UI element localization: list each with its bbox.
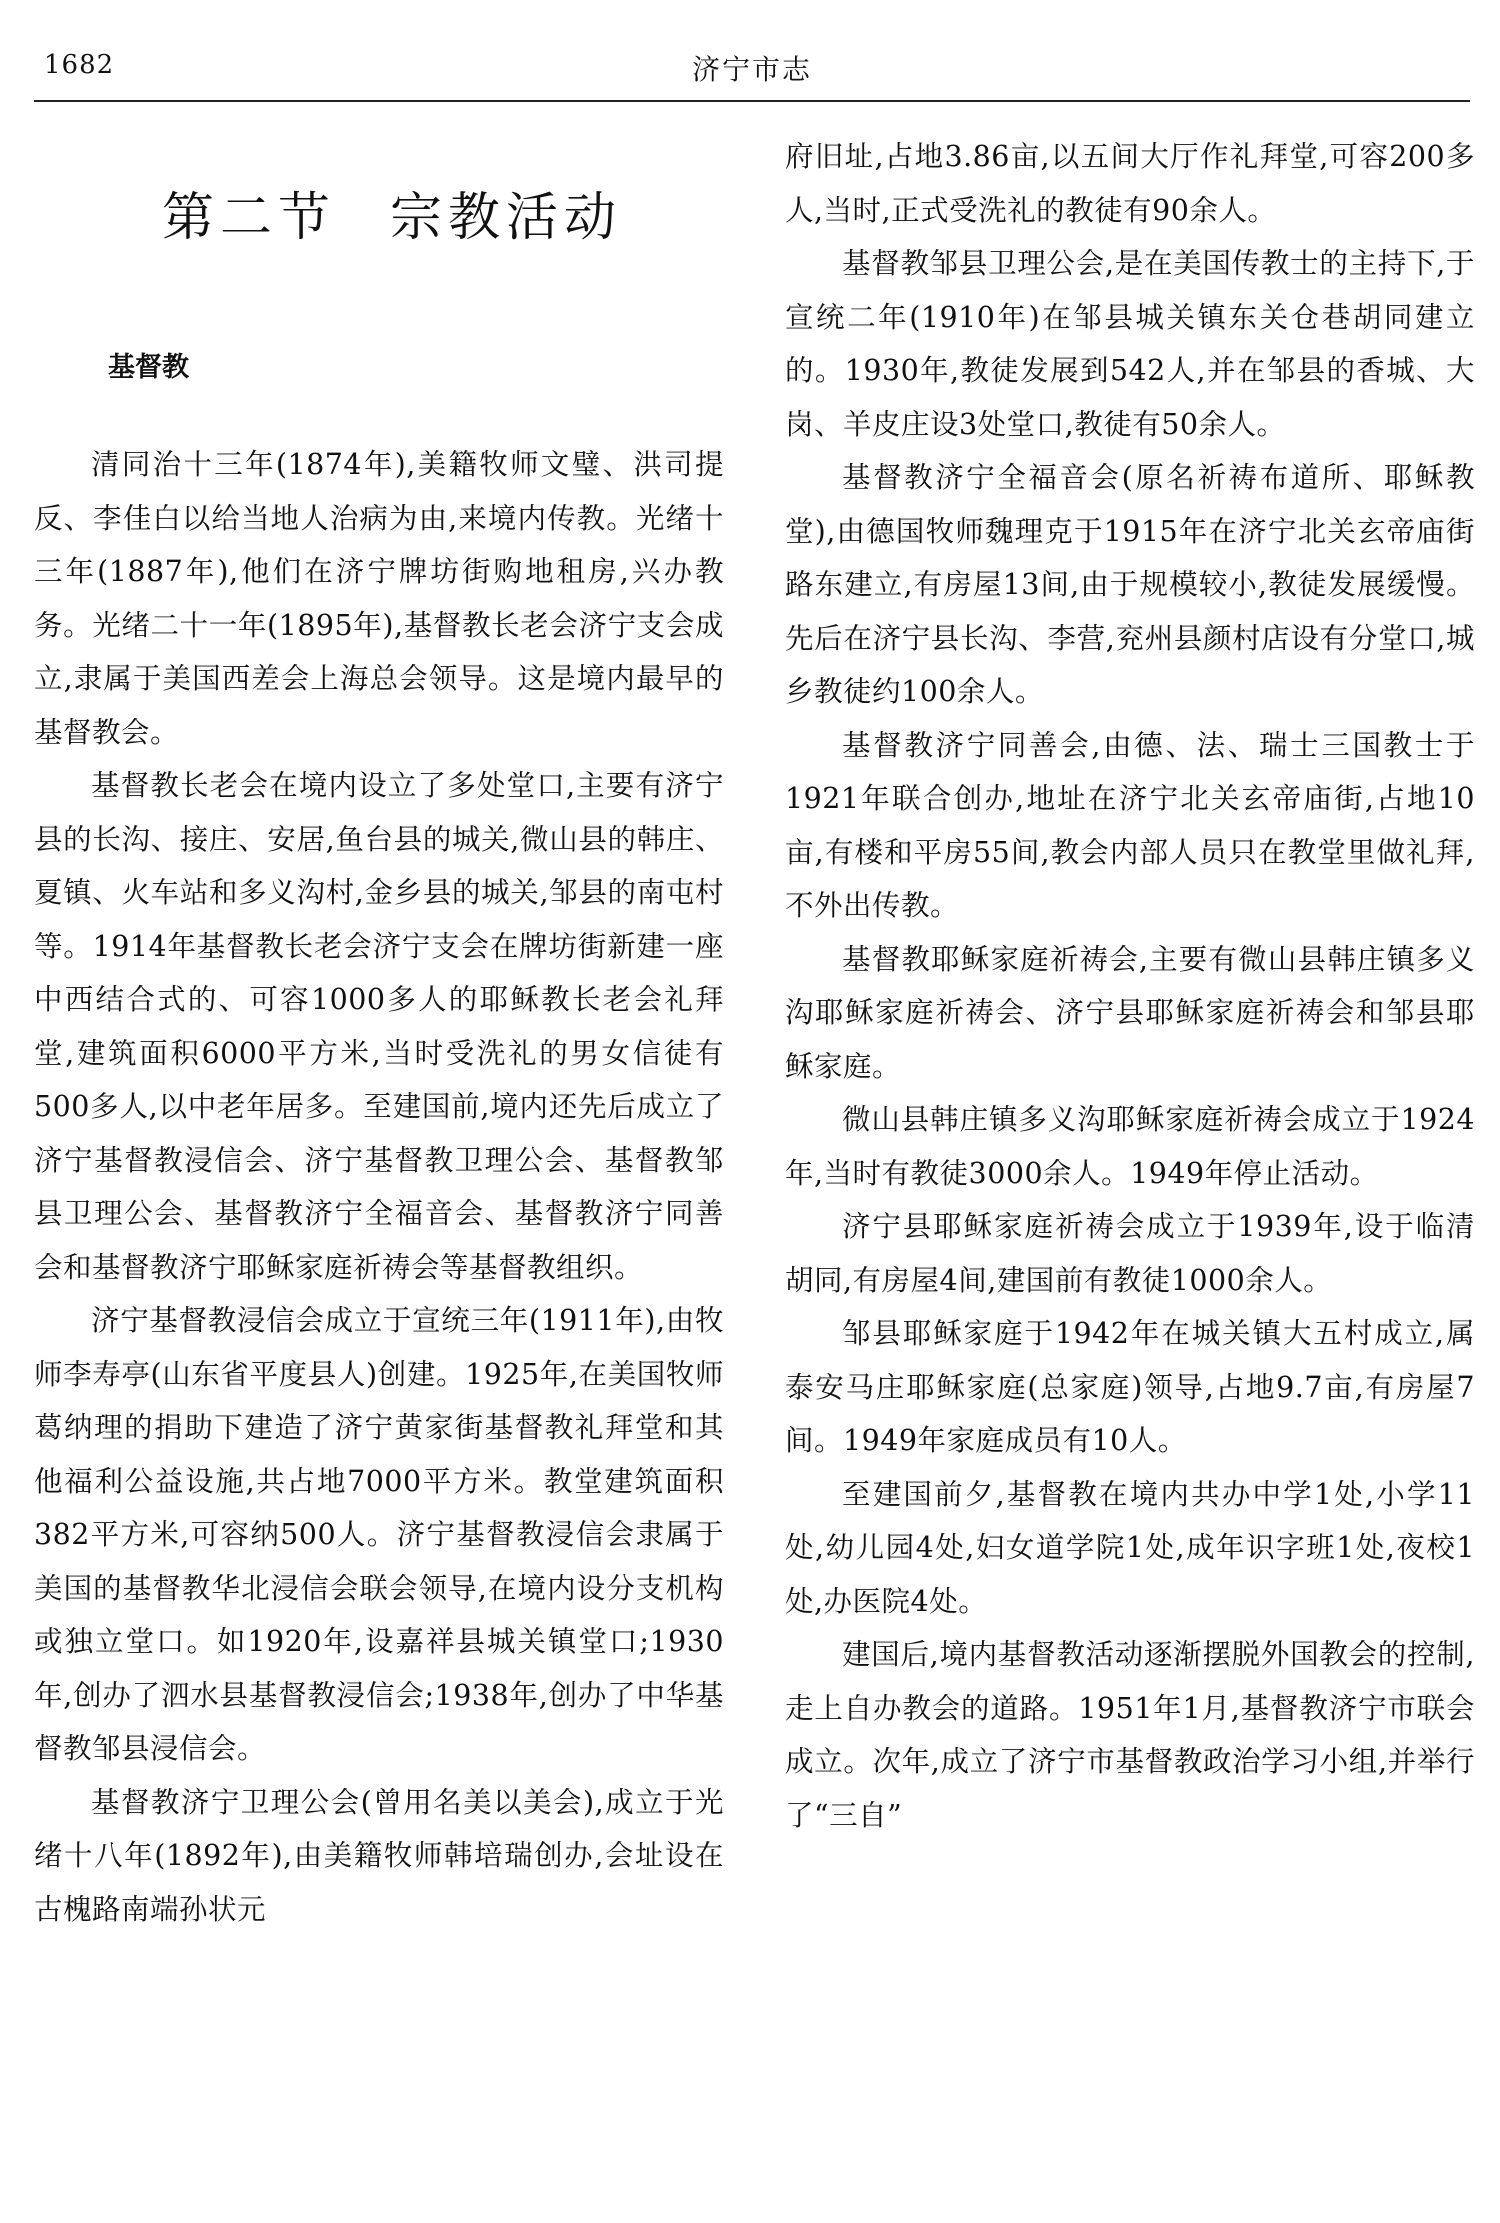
paragraph: 至建国前夕,基督教在境内共办中学1处,小学11处,幼儿园4处,妇女道学院1处,成年识字班1处,夜校1处,办医院4处。 (785, 1477, 1475, 1618)
paragraph: 微山县韩庄镇多义沟耶稣家庭祈祷会成立于1924年,当时有教徒3000余人。1949年停止活动。 (785, 1103, 1475, 1190)
paragraph: 基督教济宁全福音会(原名祈祷布道所、耶稣教堂),由德国牧师魏理克于1915年在济宁北关玄帝庙街路东建立,有房屋13间,由于规模较小,教徒发展缓慢。先后在济宁县长沟、李营,兖州县颜村店设有分堂口,城乡教徒约100余人。 (785, 461, 1475, 708)
page-header (34, 40, 1470, 102)
paragraph: 济宁基督教浸信会成立于宣统三年(1911年),由牧师李寿亭(山东省平度县人)创建。1925年,在美国牧师葛纳理的捐助下建造了济宁黄家街基督教礼拜堂和其他福利公益设施,共占地7000平方米。教堂建筑面积382平方米,可容纳500人。济宁基督教浸信会隶属于美国的基督教华北浸信会联会领导,在境内设分支机构或独立堂口。如1920年,设嘉祥县城关镇堂口;1930年,创办了泗水县基督教浸信会;1938年,创办了中华基督教邹县浸信会。 (34, 1304, 724, 1765)
paragraph: 基督教长老会在境内设立了多处堂口,主要有济宁县的长沟、接庄、安居,鱼台县的城关,微山县的韩庄、夏镇、火车站和多义沟村,金乡县的城关,邹县的南屯村等。1914年基督教长老会济宁支会在牌坊街新建一座中西结合式的、可容1000多人的耶稣教长老会礼拜堂,建筑面积6000平方米,当时受洗礼的男女信徒有500多人,以中老年居多。至建国前,境内还先后成立了济宁基督教浸信会、济宁基督教卫理公会、基督教邹县卫理公会、基督教济宁全福音会、基督教济宁同善会和基督教济宁耶稣家庭祈祷会等基督教组织。 (34, 769, 724, 1284)
paragraph: 基督教邹县卫理公会,是在美国传教士的主持下,于宣统二年(1910年)在邹县城关镇东关仓巷胡同建立的。1930年,教徒发展到542人,并在邹县的香城、大岗、羊皮庄设3处堂口,教徒有50余人。 (785, 247, 1475, 441)
paragraph: 邹县耶稣家庭于1942年在城关镇大五村成立,属泰安马庄耶稣家庭(总家庭)领导,占地9.7亩,有房屋7间。1949年家庭成员有10人。 (785, 1317, 1475, 1457)
section-title (162, 178, 724, 278)
paragraph: 基督教济宁卫理公会(曾用名美以美会),成立于光绪十八年(1892年),由美籍牧师韩培瑞创办,会址设在古槐路南端孙状元 (34, 1785, 724, 1926)
paragraph: 济宁县耶稣家庭祈祷会成立于1939年,设于临清胡同,有房屋4间,建国前有教徒1000余人。 (785, 1210, 1475, 1297)
paragraph: 建国后,境内基督教活动逐渐摆脱外国教会的控制,走上自办教会的道路。1951年1月,基督教济宁市联会成立。次年,成立了济宁市基督教政治学习小组,并举行了“三自” (785, 1638, 1475, 1832)
paragraph-continuation: 府旧址,占地3.86亩,以五间大厅作礼拜堂,可容200多人,当时,正式受洗礼的教徒有90余人。 (785, 140, 1475, 227)
paragraph: 基督教耶稣家庭祈祷会,主要有微山县韩庄镇多义沟耶稣家庭祈祷会、济宁县耶稣家庭祈祷会和邹县耶稣家庭。 (785, 942, 1475, 1083)
left-column (34, 130, 724, 1936)
section-number: 第二节 (162, 188, 337, 248)
paragraph: 清同治十三年(1874年),美籍牧师文璧、洪司提反、李佳白以给当地人治病为由,来境内传教。光绪十三年(1887年),他们在济宁牌坊街购地租房,兴办教务。光绪二十一年(1895年),基督教长老会济宁支会成立,隶属于美国西差会上海总会领导。这是境内最早的基督教会。 (34, 448, 724, 749)
subsection-heading: 基督教 (108, 352, 189, 383)
running-title: 济宁市志 (691, 53, 812, 86)
page-number: 1682 (44, 50, 115, 80)
paragraph: 基督教济宁同善会,由德、法、瑞士三国教士于1921年联合创办,地址在济宁北关玄帝庙街,占地10亩,有楼和平房55间,教会内部人员只在教堂里做礼拜,不外出传教。 (785, 728, 1475, 922)
section-name: 宗教活动 (390, 188, 623, 248)
right-column (785, 130, 1475, 1842)
